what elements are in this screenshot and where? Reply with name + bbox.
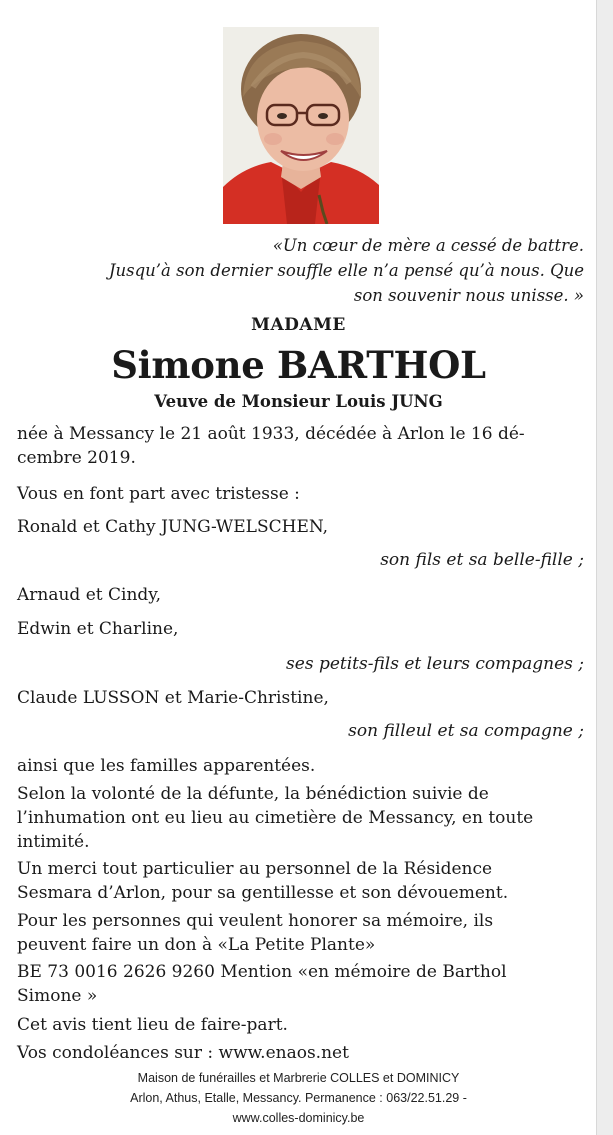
family-member: Ronald et Cathy JUNG-WELSCHEN,: [17, 517, 329, 537]
ceremony-line: intimité.: [17, 832, 90, 852]
funeral-home-website: www.colles-dominicy.be: [232, 1111, 365, 1125]
donation-line: Pour les personnes qui veulent honorer sa mémoire, ils: [17, 911, 494, 931]
donation-line: peuvent faire un don à «La Petite Plante»: [17, 935, 376, 955]
portrait-photo: [223, 27, 379, 224]
family-relation: son fils et sa belle-fille ;: [380, 550, 584, 570]
memorial-quote: [40, 233, 584, 308]
honorific-title: MADAME: [251, 315, 346, 335]
birth-death-line: née à Messancy le 21 août 1933, décédée à Arlon le 16 dé-: [17, 424, 525, 444]
ceremony-line: l’inhumation ont eu lieu au cimetière de Messancy, en toute: [17, 808, 534, 828]
thanks-line: Un merci tout particulier au personnel de la Résidence: [17, 859, 493, 879]
iban-line: Simone »: [17, 986, 98, 1006]
condolences-line: Vos condoléances sur : www.enaos.net: [17, 1043, 349, 1063]
announcement-line: Vous en font part avec tristesse :: [17, 484, 300, 504]
widow-of-line: Veuve de Monsieur Louis JUNG: [154, 392, 443, 411]
funeral-home-line: Maison de funérailles et Marbrerie COLLES et DOMINICY: [137, 1071, 460, 1085]
family-member: Arnaud et Cindy,: [17, 585, 162, 605]
deceased-name: Simone BARTHOL: [111, 343, 486, 387]
quote-line: «Un cœur de mère a cessé de battre.: [272, 236, 584, 255]
family-relation: son filleul et sa compagne ;: [348, 721, 584, 741]
iban-line: BE 73 0016 2626 9260 Mention «en mémoire de Barthol: [17, 962, 507, 982]
families-line: ainsi que les familles apparentées.: [17, 756, 316, 776]
family-member: Claude LUSSON et Marie-Christine,: [17, 688, 329, 708]
ceremony-line: Selon la volonté de la défunte, la bénédiction suivie de: [17, 784, 489, 804]
thanks-line: Sesmara d’Arlon, pour sa gentillesse et son dévouement.: [17, 883, 509, 903]
birth-death-line: cembre 2019.: [17, 448, 136, 468]
funeral-home-address: Arlon, Athus, Etalle, Messancy. Permanence : 063/22.51.29 -: [130, 1091, 467, 1105]
quote-line: son souvenir nous unisse. »: [353, 286, 584, 305]
family-relation: ses petits-fils et leurs compagnes ;: [286, 654, 584, 674]
family-member: Edwin et Charline,: [17, 619, 179, 639]
quote-line: Jusqu’à son dernier souffle elle n’a pensé qu’à nous. Que: [108, 261, 584, 280]
notice-line: Cet avis tient lieu de faire-part.: [17, 1015, 288, 1035]
